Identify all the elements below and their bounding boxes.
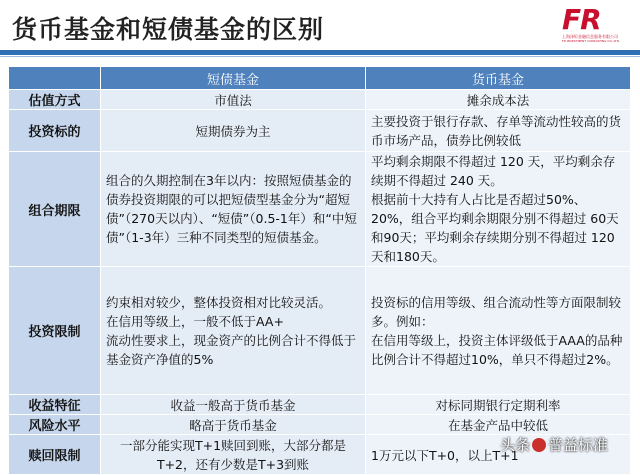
comparison-table (8, 66, 631, 475)
watermark-name: 普益标准 (548, 436, 609, 454)
table-row (9, 152, 631, 267)
limit-money-line2: 在信用等级上，投资主体评级低于AAA的品种比例合计不得超过10%，单只不得超过2%。 (371, 332, 623, 367)
table-row (9, 267, 631, 395)
limit-short-line3: 流动性要求上，现金资产的比例合计不得低于基金资产净值的5% (106, 332, 357, 367)
term-money-line1: 平均剩余期限不得超过 120 天，平均剩余存续期不得超过 240 天。 (371, 154, 616, 188)
term-money (366, 152, 631, 267)
watermark-icon (532, 438, 546, 452)
table-row (9, 415, 631, 435)
gain-money: 对标同期银行定期利率 (366, 395, 631, 415)
title-rule (0, 50, 640, 55)
gain-short: 收益一般高于货币基金 (101, 395, 366, 415)
row-label-term: 组合期限 (9, 152, 101, 267)
term-money-line2: 根据前十大持有人占比是否超过50%、20%，组合平均剩余期限分别不得超过 60天和90天；平均剩余存续期分别不得超过 120天和180天。 (371, 192, 619, 264)
limit-short-line1: 约束相对较少，整体投资相对比较灵活。 (106, 294, 332, 310)
watermark-prefix: 头条 (500, 436, 531, 454)
invest-short: 短期债券为主 (101, 110, 366, 152)
header-blank (9, 67, 101, 90)
row-label-redeem: 赎回限制 (9, 435, 101, 475)
row-label-limit: 投资限制 (9, 267, 101, 395)
row-label-risk: 风险水平 (9, 415, 101, 435)
page-title: 货币基金和短债基金的区别 (12, 15, 325, 44)
redeem-money: 1万元以下T+0，以上T+1 (366, 435, 631, 475)
header-short-debt-fund: 短债基金 (101, 67, 366, 90)
risk-short: 略高于货币基金 (101, 415, 366, 435)
limit-short-line2: 在信用等级上，一般不低于AA+ (106, 313, 284, 329)
valuation-money: 摊余成本法 (366, 90, 631, 110)
invest-money: 主要投资于银行存款、存单等流动性较高的货币市场产品，债券比例较低 (366, 110, 631, 152)
row-label-valuation: 估值方式 (9, 90, 101, 110)
logo-company-name: 上海泽钜金融信息服务有限公司 (562, 34, 618, 39)
company-logo (562, 3, 632, 46)
table-header-row (9, 67, 631, 90)
logo-mark: FR (562, 3, 601, 36)
source-watermark (500, 434, 608, 455)
row-label-gain: 收益特征 (9, 395, 101, 415)
redeem-short: 一部分能实现T+1赎回到账，大部分都是T+2，还有少数是T+3到账 (101, 435, 366, 475)
term-short: 组合的久期控制在3年以内：按照短债基金的债券投资期限的可以把短债型基金分为“超短债”（270天以内）、“短债”（0.5-1年）和“中短债”（1-3年）三种不同类型的短债基金。 (101, 152, 366, 267)
header-money-fund: 货币基金 (366, 67, 631, 90)
table-row (9, 110, 631, 152)
limit-money-line1: 投资标的信用等级、组合流动性等方面限制较多。例如： (371, 294, 622, 329)
limit-short (101, 267, 366, 395)
title-rule-thin (0, 56, 640, 57)
valuation-short: 市值法 (101, 90, 366, 110)
limit-money (366, 267, 631, 395)
table-row (9, 395, 631, 415)
risk-money: 在基金产品中较低 (366, 415, 631, 435)
logo-company-name-en: FR INVESTMENT CONSULTING CO.,LTD. (562, 39, 620, 43)
row-label-invest: 投资标的 (9, 110, 101, 152)
table-row (9, 90, 631, 110)
